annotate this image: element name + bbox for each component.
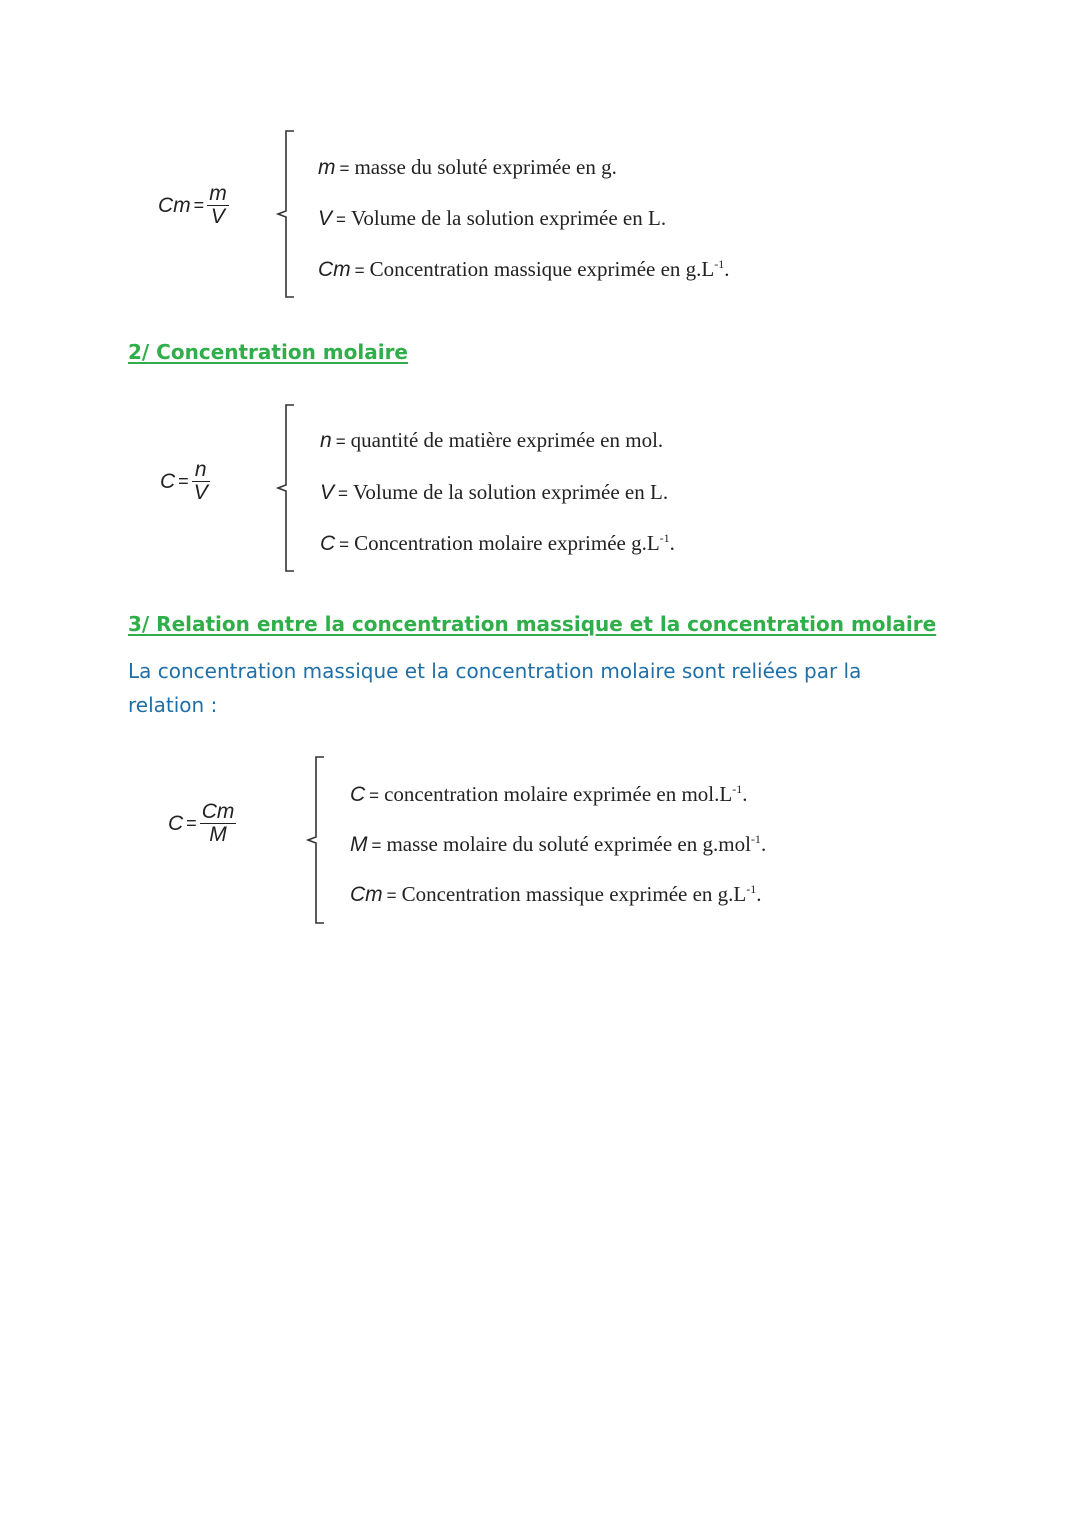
definition-text: Concentration molaire exprimée g.L: [354, 531, 660, 555]
relation-paragraph: La concentration massique et la concentration molaire sont reliées par la relation :: [128, 659, 862, 717]
formula-lhs: C: [160, 469, 176, 493]
formula-equals: =: [193, 195, 205, 215]
fraction-numerator: Cm: [201, 800, 235, 823]
definition-symbol: C: [350, 783, 366, 806]
heading-relation: 3/ Relation entre la concentration massique et la concentration molaire: [128, 612, 937, 636]
left-brace: [302, 754, 332, 926]
definition-line: [318, 155, 617, 180]
fraction: [207, 184, 229, 227]
definition-text: quantité de matière exprimée en mol.: [350, 428, 664, 452]
definition-symbol: V: [318, 207, 333, 230]
fraction-denominator: M: [209, 823, 227, 846]
left-brace: [272, 402, 302, 574]
definition-text: Concentration massique exprimée en g.L: [369, 257, 715, 281]
formula-relation: [168, 802, 236, 845]
definition-text: Concentration massique exprimée en g.L: [401, 882, 747, 906]
definition-tail: .: [742, 782, 748, 806]
formula-lhs: C: [168, 811, 184, 835]
definition-tail: .: [756, 882, 762, 906]
definition-symbol: M: [350, 833, 368, 856]
fraction-numerator: n: [194, 458, 207, 481]
formula-equals: =: [186, 813, 197, 833]
fraction-denominator: V: [210, 205, 225, 228]
left-brace: [272, 128, 302, 300]
definition-text: Volume de la solution exprimée en L.: [350, 206, 667, 230]
definition-equals: =: [336, 210, 346, 229]
definition-equals: =: [371, 836, 382, 855]
definition-symbol: n: [320, 429, 332, 452]
heading-molar-concentration: 2/ Concentration molaire: [128, 340, 408, 364]
definition-equals: =: [354, 261, 365, 280]
definition-tail: .: [669, 531, 675, 555]
definition-line: [318, 206, 666, 231]
definition-equals: =: [338, 484, 348, 503]
definition-tail: .: [724, 257, 730, 281]
definition-symbol: Cm: [350, 883, 383, 906]
definition-line: [320, 531, 675, 556]
formula-molar-concentration: [160, 460, 210, 503]
definition-symbol: V: [320, 481, 335, 504]
definition-line: [320, 480, 668, 505]
formula-equals: =: [178, 471, 189, 491]
definition-equals: =: [386, 886, 397, 905]
definition-line: [320, 428, 663, 453]
definition-line: [350, 832, 766, 857]
fraction-denominator: V: [193, 481, 208, 504]
definition-line: [318, 257, 730, 282]
definition-exponent: -1: [732, 782, 743, 796]
definition-equals: =: [335, 432, 346, 451]
definition-exponent: -1: [714, 257, 725, 271]
definition-symbol: m: [318, 156, 336, 179]
definition-line: [350, 782, 747, 807]
definition-text: Volume de la solution exprimée en L.: [352, 480, 669, 504]
fraction: [192, 460, 210, 503]
definition-equals: =: [369, 786, 380, 805]
definition-tail: .: [760, 832, 767, 856]
definition-equals: =: [339, 535, 350, 554]
formula-lhs: Cm: [158, 193, 191, 217]
definition-text: concentration molaire exprimée en mol.L: [384, 782, 733, 806]
definition-symbol: Cm: [318, 258, 351, 281]
definition-exponent: -1: [750, 832, 761, 846]
fraction: [200, 802, 237, 845]
formula-mass-concentration: [158, 184, 229, 227]
fraction-numerator: m: [209, 182, 227, 205]
definition-exponent: -1: [746, 882, 757, 896]
definition-text: masse du soluté exprimée en g.: [354, 155, 617, 179]
definition-text: masse molaire du soluté exprimée en g.mol: [386, 832, 751, 856]
definition-exponent: -1: [659, 531, 670, 545]
definition-line: [350, 882, 762, 907]
definition-symbol: C: [320, 532, 336, 555]
definition-equals: =: [339, 159, 350, 178]
